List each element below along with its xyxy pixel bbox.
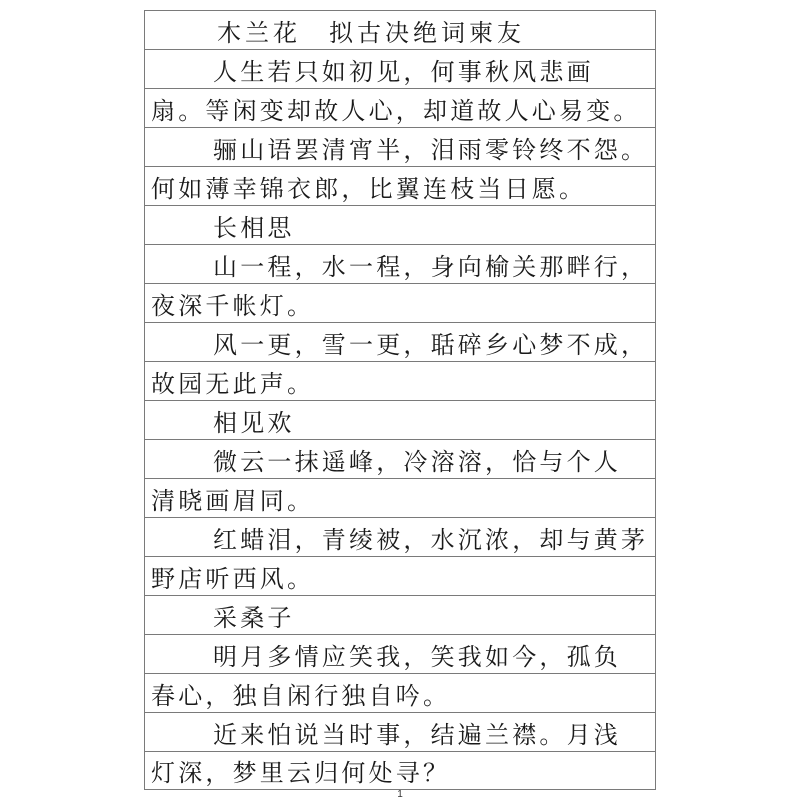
text-line: 清晓画眉同。 [145,478,655,517]
text-line: 微云一抹遥峰，冷溶溶，恰与个人 [145,439,655,478]
text-line: 明月多情应笑我，笑我如今，孤负 [145,634,655,673]
text-line: 夜深千帐灯。 [145,283,655,322]
text-line: 扇。等闲变却故人心，却道故人心易变。 [145,88,655,127]
text-line: 山一程，水一程，身向榆关那畔行， [145,244,655,283]
text-line: 野店听西风。 [145,556,655,595]
poem-title-mulanhua: 木兰花 拟古决绝词柬友 [145,10,655,49]
text-line: 灯深，梦里云归何处寻？ [145,751,655,790]
text-line: 风一更，雪一更，聒碎乡心梦不成， [145,322,655,361]
poem-title-changxiangsi: 长相思 [145,205,655,244]
text-line: 故园无此声。 [145,361,655,400]
poem-title-xiangjianhuan: 相见欢 [145,400,655,439]
text-line: 红蜡泪，青绫被，水沉浓，却与黄茅 [145,517,655,556]
copybook-sheet [144,10,656,790]
text-line: 何如薄幸锦衣郎，比翼连枝当日愿。 [145,166,655,205]
text-line: 春心，独自闲行独自吟。 [145,673,655,712]
text-line: 人生若只如初见，何事秋风悲画 [145,49,655,88]
poem-title-caisangzi: 采桑子 [145,595,655,634]
page-number: 1 [397,789,403,800]
text-line: 骊山语罢清宵半，泪雨零铃终不怨。 [145,127,655,166]
text-line: 近来怕说当时事，结遍兰襟。月浅 [145,712,655,751]
